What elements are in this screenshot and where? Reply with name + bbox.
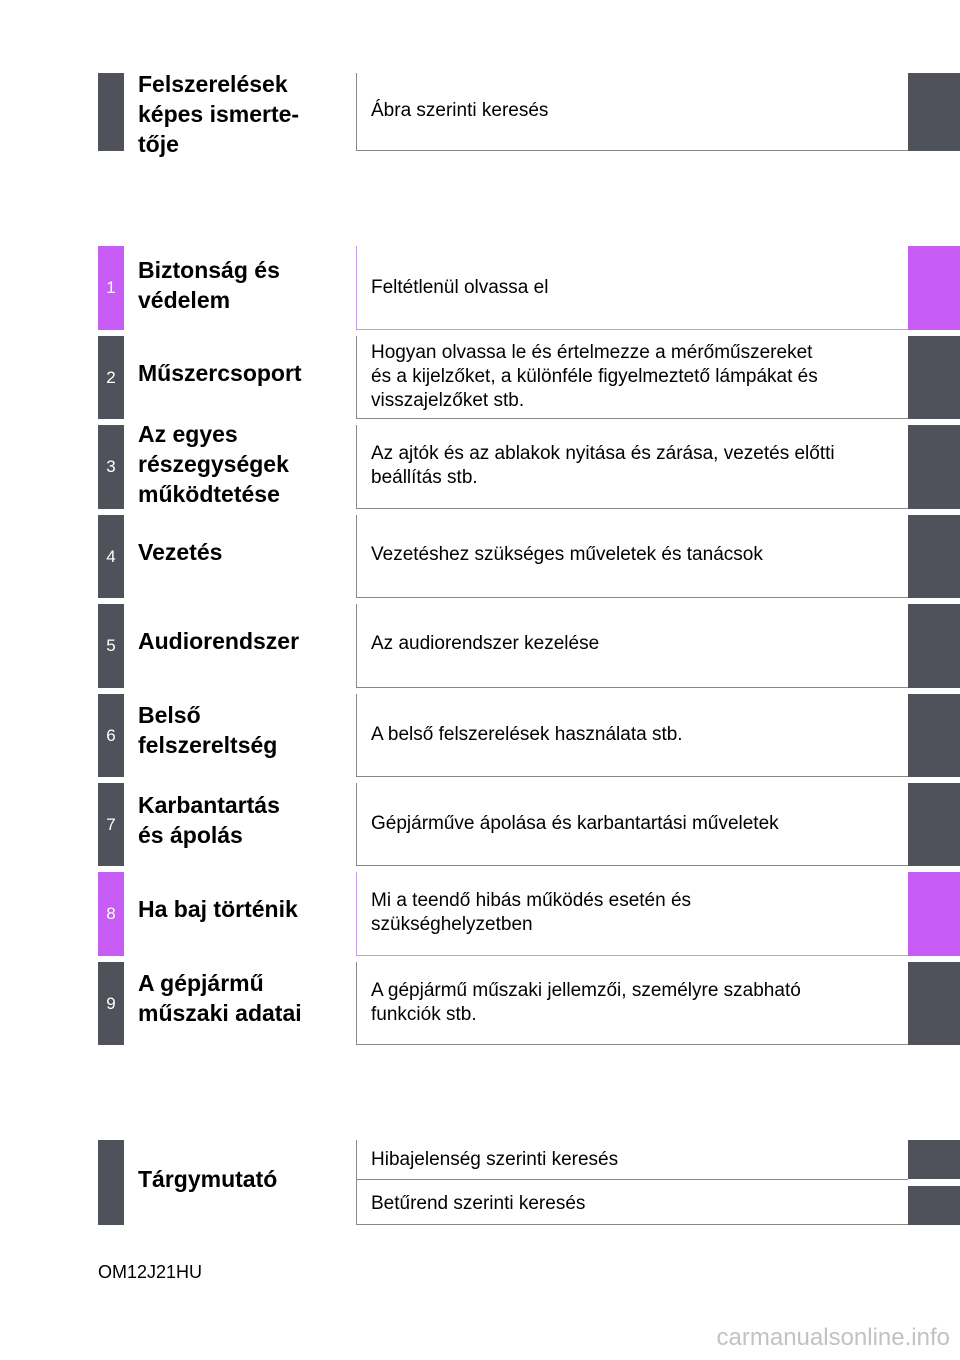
index-item: Hibajelenség szerinti keresés [371, 1149, 619, 1170]
chapter-number-tab: 4 [98, 515, 124, 598]
chapter-number-tab: 5 [98, 604, 124, 688]
index-thumb-tab[interactable] [908, 1140, 960, 1179]
chapter-row-7[interactable] [0, 783, 960, 866]
chapter-description-line: Az audiorendszer kezelése [371, 633, 600, 654]
chapter-thumb-tab[interactable] [908, 425, 960, 509]
chapter-title [138, 255, 348, 315]
chapter-description [371, 341, 898, 413]
chapter-desc-box[interactable] [356, 962, 908, 1045]
chapter-description [371, 812, 898, 836]
chapter-number-tab: 2 [98, 336, 124, 419]
index-left-tab [98, 1140, 124, 1225]
chapter-thumb-tab[interactable] [908, 962, 960, 1045]
chapter-row-4[interactable] [0, 515, 960, 598]
chapter-desc-box[interactable] [356, 246, 908, 330]
chapter-desc-box[interactable] [356, 872, 908, 956]
chapter-description-line: beállítás stb. [371, 467, 478, 488]
chapter-title-line: Audiorendszer [138, 628, 300, 654]
chapter-desc-box[interactable] [356, 515, 908, 598]
chapter-title-line: Karbantartás [138, 792, 280, 818]
chapter-description-line: Az ajtók és az ablakok nyitása és zárása, vezetés előtti [371, 443, 835, 464]
chapter-title [138, 700, 348, 760]
chapter-thumb-tab[interactable] [908, 783, 960, 866]
chapter-thumb-tab[interactable] [908, 604, 960, 688]
chapter-title-line: műszaki adatai [138, 1000, 302, 1026]
header-title-line: tője [138, 131, 179, 157]
chapter-title [138, 626, 348, 656]
index-thumb-tab[interactable] [908, 1186, 960, 1225]
chapter-number-tab: 1 [98, 246, 124, 330]
chapter-title [138, 968, 348, 1028]
chapter-description-line: Hogyan olvassa le és értelmezze a mérőműszereket [371, 342, 813, 363]
chapter-number-tab: 7 [98, 783, 124, 866]
chapter-number-tab: 6 [98, 694, 124, 777]
chapter-number-tab: 8 [98, 872, 124, 956]
chapter-row-1[interactable] [0, 246, 960, 330]
chapter-title-line: Belső [138, 702, 201, 728]
index-title: Tárgymutató [138, 1166, 278, 1192]
chapter-description-line: szükséghelyzetben [371, 914, 533, 935]
watermark: carmanualsonline.info [716, 1324, 950, 1351]
header-description: Ábra szerinti keresés [371, 100, 549, 121]
chapter-thumb-tab[interactable] [908, 694, 960, 777]
index-item-box[interactable] [356, 1140, 908, 1180]
header-right-tab[interactable] [908, 73, 960, 151]
chapter-description [371, 889, 898, 937]
chapter-desc-box[interactable] [356, 336, 908, 419]
chapter-thumb-tab[interactable] [908, 336, 960, 419]
chapter-description-line: Mi a teendő hibás működés esetén és [371, 890, 692, 911]
chapter-row-8[interactable] [0, 872, 960, 956]
chapter-description-line: és a kijelzőket, a különféle figyelmeztető lámpákat és [371, 366, 818, 387]
chapter-title [138, 358, 348, 388]
chapter-description [371, 723, 898, 747]
chapter-desc-box[interactable] [356, 694, 908, 777]
chapter-title-line: működtetése [138, 481, 280, 507]
chapter-description-line: funkciók stb. [371, 1004, 477, 1025]
chapter-desc-box[interactable] [356, 604, 908, 688]
chapter-thumb-tab[interactable] [908, 246, 960, 330]
chapter-description-line: Feltétlenül olvassa el [371, 277, 549, 298]
chapter-row-2[interactable] [0, 336, 960, 419]
header-row [0, 71, 960, 157]
chapter-title [138, 894, 348, 924]
header-title-line: képes ismerte- [138, 101, 300, 127]
chapter-thumb-tab[interactable] [908, 515, 960, 598]
chapter-description-line: A gépjármű műszaki jellemzői, személyre szabható [371, 980, 801, 1001]
header-left-tab [98, 73, 124, 151]
chapter-description [371, 543, 898, 567]
chapter-title [138, 537, 348, 567]
chapter-title [138, 419, 348, 509]
chapter-row-5[interactable] [0, 604, 960, 688]
chapter-title-line: A gépjármű [138, 970, 264, 996]
chapter-description-line: Vezetéshez szükséges műveletek és tanácsok [371, 544, 763, 565]
chapter-number-tab: 9 [98, 962, 124, 1045]
chapter-title-line: és ápolás [138, 822, 243, 848]
chapter-description [371, 632, 898, 656]
chapter-title-line: Műszercsoport [138, 360, 302, 386]
document-code: OM12J21HU [98, 1262, 203, 1282]
chapter-number-tab: 3 [98, 425, 124, 509]
chapter-row-9[interactable] [0, 962, 960, 1045]
index-row [0, 1140, 960, 1225]
chapter-row-6[interactable] [0, 694, 960, 777]
chapter-description-line: visszajelzőket stb. [371, 390, 525, 411]
chapter-title-line: Az egyes [138, 421, 238, 447]
chapter-title-line: védelem [138, 287, 231, 313]
chapter-thumb-tab[interactable] [908, 872, 960, 956]
chapter-title-line: felszereltség [138, 732, 278, 758]
chapter-row-3[interactable] [0, 421, 960, 509]
chapter-title-line: Vezetés [138, 539, 223, 565]
chapter-description [371, 979, 898, 1027]
chapter-description [371, 276, 898, 300]
chapter-title-line: részegységek [138, 451, 289, 477]
header-title [138, 69, 348, 159]
chapter-description-line: A belső felszerelések használata stb. [371, 724, 683, 745]
header-desc-box[interactable] [356, 73, 908, 151]
index-item-box[interactable] [356, 1180, 908, 1225]
header-title-line: Felszerelések [138, 71, 288, 97]
chapter-desc-box[interactable] [356, 425, 908, 509]
index-item: Betűrend szerinti keresés [371, 1193, 586, 1214]
chapter-desc-box[interactable] [356, 783, 908, 866]
chapter-title-line: Ha baj történik [138, 896, 298, 922]
chapter-description [371, 442, 898, 490]
chapter-description-line: Gépjárműve ápolása és karbantartási műveletek [371, 813, 779, 834]
chapter-title-line: Biztonság és [138, 257, 280, 283]
chapter-title [138, 790, 348, 850]
